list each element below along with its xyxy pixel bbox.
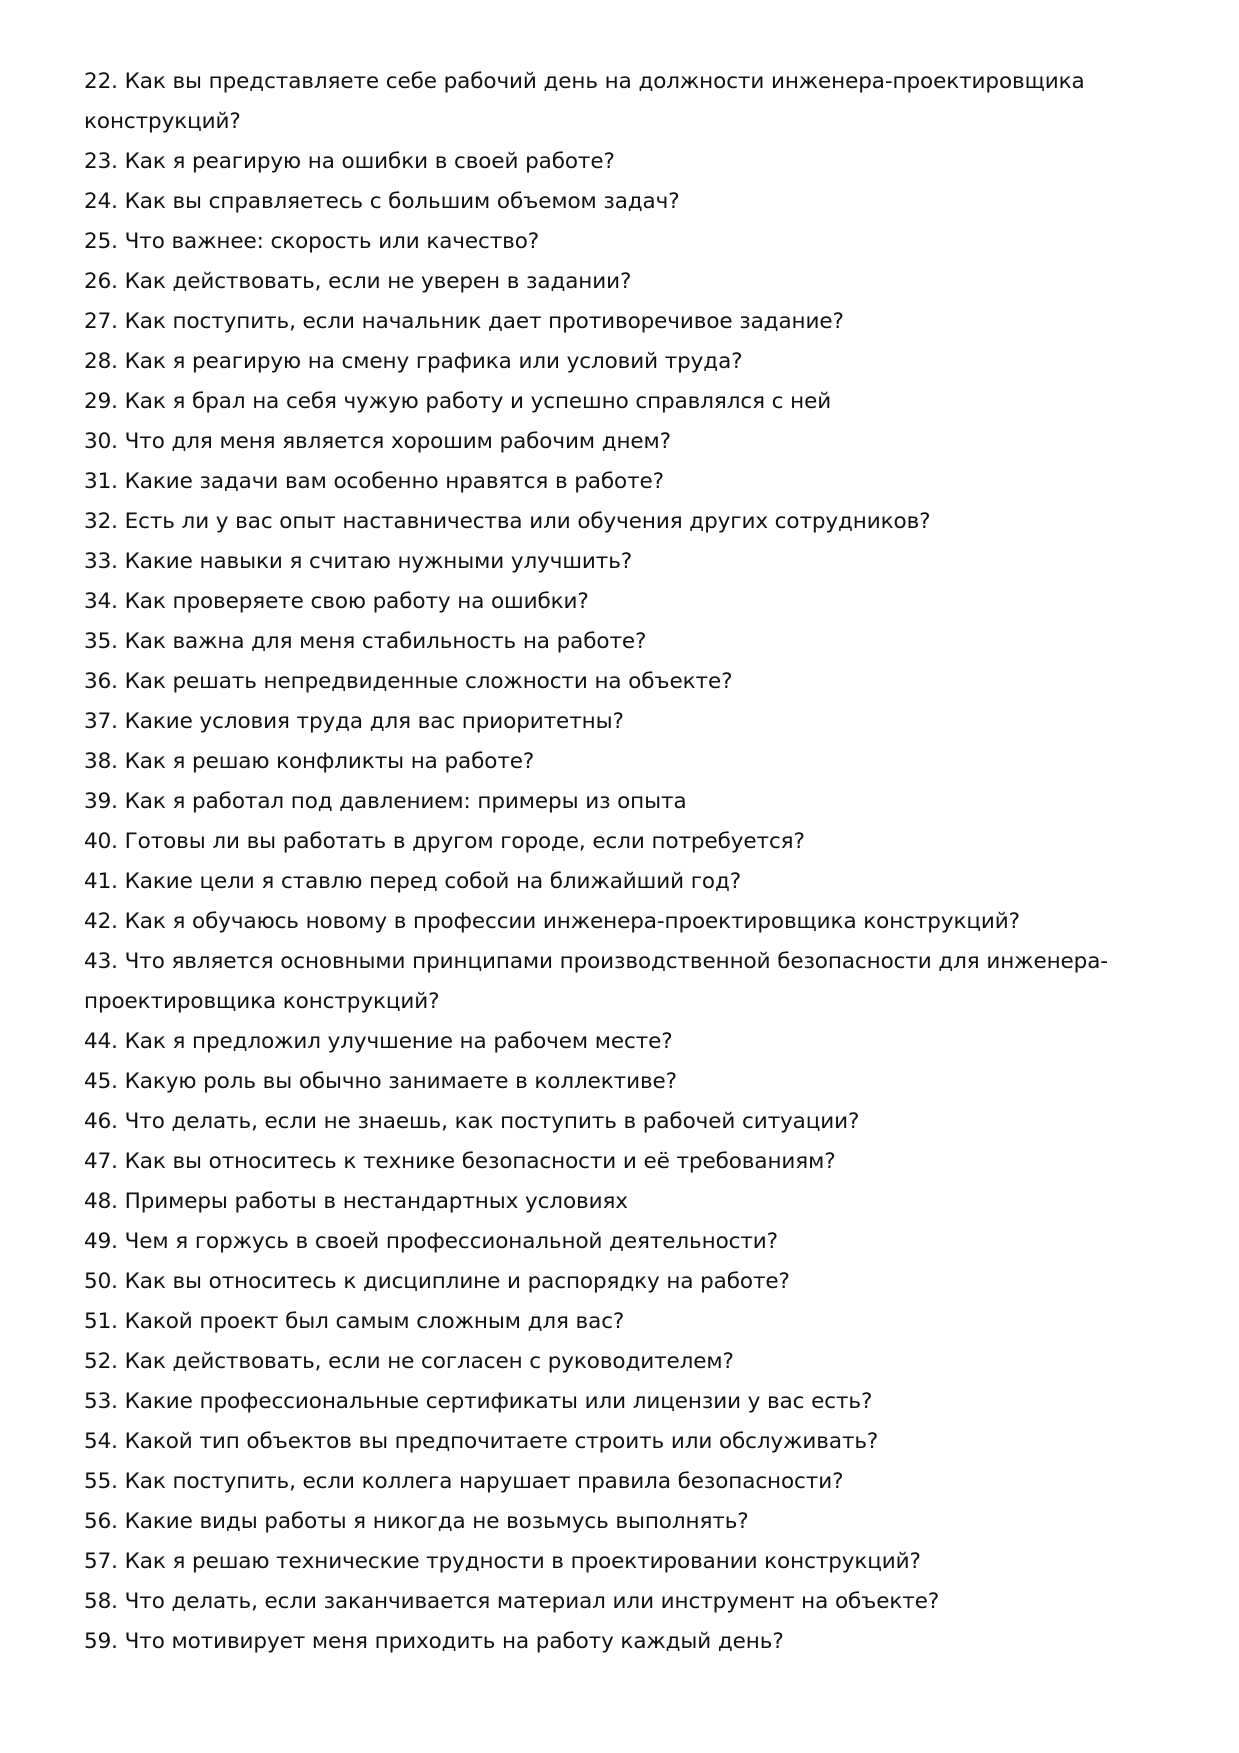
question-item: 51. Какой проект был самым сложным для вас?: [84, 1309, 625, 1334]
question-item: 50. Как вы относитесь к дисциплине и распорядку на работе?: [84, 1269, 790, 1294]
question-item: 23. Как я реагирую на ошибки в своей работе?: [84, 149, 615, 174]
question-item: 41. Какие цели я ставлю перед собой на ближайший год?: [84, 869, 742, 894]
question-item: 38. Как я решаю конфликты на работе?: [84, 749, 535, 774]
question-item: 24. Как вы справляетесь с большим объемом задач?: [84, 189, 680, 214]
question-item: 35. Как важна для меня стабильность на работе?: [84, 629, 647, 654]
question-item: 59. Что мотивирует меня приходить на работу каждый день?: [84, 1629, 784, 1654]
question-item: 43. Что является основными принципами производственной безопасности для инженера-проектировщика конструкций?: [84, 949, 1108, 1014]
question-item: 55. Как поступить, если коллега нарушает правила безопасности?: [84, 1469, 844, 1494]
question-item: 47. Как вы относитесь к технике безопасности и её требованиям?: [84, 1149, 836, 1174]
question-item: 36. Как решать непредвиденные сложности на объекте?: [84, 669, 733, 694]
question-item: 26. Как действовать, если не уверен в задании?: [84, 269, 632, 294]
question-item: 57. Как я решаю технические трудности в проектировании конструкций?: [84, 1549, 921, 1574]
question-list: [84, 62, 1139, 1662]
question-item: 45. Какую роль вы обычно занимаете в коллективе?: [84, 1069, 677, 1094]
question-item: 22. Как вы представляете себе рабочий день на должности инженера-проектировщика конструкций?: [84, 69, 1085, 134]
question-item: 33. Какие навыки я считаю нужными улучшить?: [84, 549, 633, 574]
question-item: 53. Какие профессиональные сертификаты или лицензии у вас есть?: [84, 1389, 873, 1414]
question-item: 37. Какие условия труда для вас приоритетны?: [84, 709, 624, 734]
question-item: 46. Что делать, если не знаешь, как поступить в рабочей ситуации?: [84, 1109, 860, 1134]
question-item: 56. Какие виды работы я никогда не возьмусь выполнять?: [84, 1509, 749, 1534]
question-item: 42. Как я обучаюсь новому в профессии инженера-проектировщика конструкций?: [84, 909, 1020, 934]
question-item: 40. Готовы ли вы работать в другом городе, если потребуется?: [84, 829, 805, 854]
question-item: 28. Как я реагирую на смену графика или условий труда?: [84, 349, 743, 374]
question-item: 58. Что делать, если заканчивается материал или инструмент на объекте?: [84, 1589, 940, 1614]
question-item: 48. Примеры работы в нестандартных условиях: [84, 1189, 628, 1214]
question-item: 44. Как я предложил улучшение на рабочем месте?: [84, 1029, 673, 1054]
question-item: 31. Какие задачи вам особенно нравятся в работе?: [84, 469, 664, 494]
question-item: 29. Как я брал на себя чужую работу и успешно справлялся с ней: [84, 389, 832, 414]
question-item: 30. Что для меня является хорошим рабочим днем?: [84, 429, 671, 454]
question-item: 39. Как я работал под давлением: примеры из опыта: [84, 789, 687, 814]
question-item: 32. Есть ли у вас опыт наставничества или обучения других сотрудников?: [84, 509, 931, 534]
question-item: 54. Какой тип объектов вы предпочитаете строить или обслуживать?: [84, 1429, 879, 1454]
question-item: 34. Как проверяете свою работу на ошибки?: [84, 589, 589, 614]
question-item: 27. Как поступить, если начальник дает противоречивое задание?: [84, 309, 844, 334]
question-item: 49. Чем я горжусь в своей профессиональной деятельности?: [84, 1229, 778, 1254]
question-item: 25. Что важнее: скорость или качество?: [84, 229, 540, 254]
question-item: 52. Как действовать, если не согласен с руководителем?: [84, 1349, 734, 1374]
